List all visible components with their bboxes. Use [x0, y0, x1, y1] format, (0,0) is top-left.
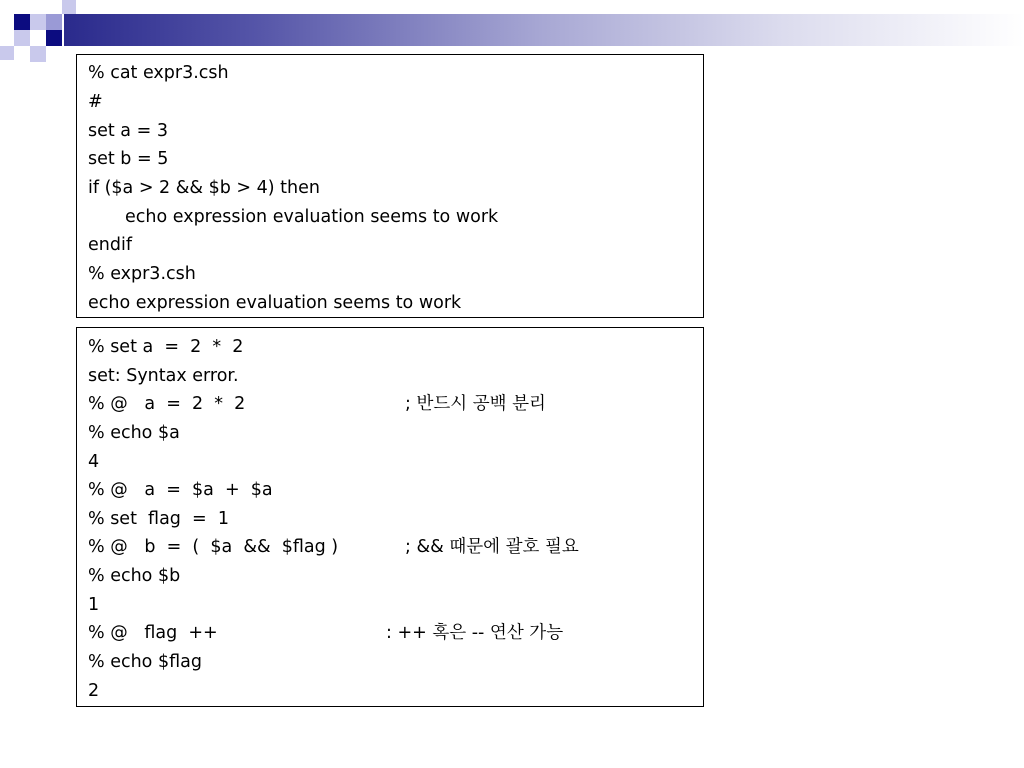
deco-square [30, 14, 46, 30]
code-line: if ($a > 2 && $b > 4) then [88, 178, 320, 198]
code-line: % echo $b [88, 566, 181, 586]
code-comment: ; 반드시 공백 분리 [405, 394, 546, 414]
code-line: % cat expr3.csh [88, 63, 229, 83]
deco-square [62, 0, 76, 14]
code-line: 2 [88, 681, 100, 701]
code-line: endif [88, 235, 132, 255]
code-box-session [76, 327, 704, 707]
code-line: set a = 3 [88, 121, 168, 141]
code-line: echo expression evaluation seems to work [88, 293, 462, 313]
code-line: % set a = 2 * 2 [88, 337, 244, 357]
code-line: % @ a = 2 * 2 [88, 394, 246, 414]
code-line: 1 [88, 595, 100, 615]
code-line: % @ flag ++ [88, 623, 218, 643]
code-line: # [88, 92, 103, 112]
deco-square [30, 46, 46, 62]
deco-square [46, 14, 62, 30]
code-line: set b = 5 [88, 149, 169, 169]
code-line: 4 [88, 452, 100, 472]
code-box-script [76, 54, 704, 318]
code-comment: : ++ 혹은 -- 연산 가능 [386, 623, 564, 643]
code-line: set: Syntax error. [88, 366, 239, 386]
deco-square [0, 46, 14, 60]
code-line: % @ b = ( $a && $flag ) [88, 537, 339, 557]
code-line: % echo $flag [88, 652, 202, 672]
header-gradient-band [64, 14, 1024, 46]
code-line: % set flag = 1 [88, 509, 229, 529]
code-line: % @ a = $a + $a [88, 480, 273, 500]
code-line: % expr3.csh [88, 264, 196, 284]
deco-square [46, 30, 62, 46]
code-line: % echo $a [88, 423, 180, 443]
code-comment: ; && 때문에 괄호 필요 [405, 537, 579, 557]
deco-square [14, 14, 30, 30]
code-line: echo expression evaluation seems to work [125, 207, 499, 227]
deco-square [14, 30, 30, 46]
